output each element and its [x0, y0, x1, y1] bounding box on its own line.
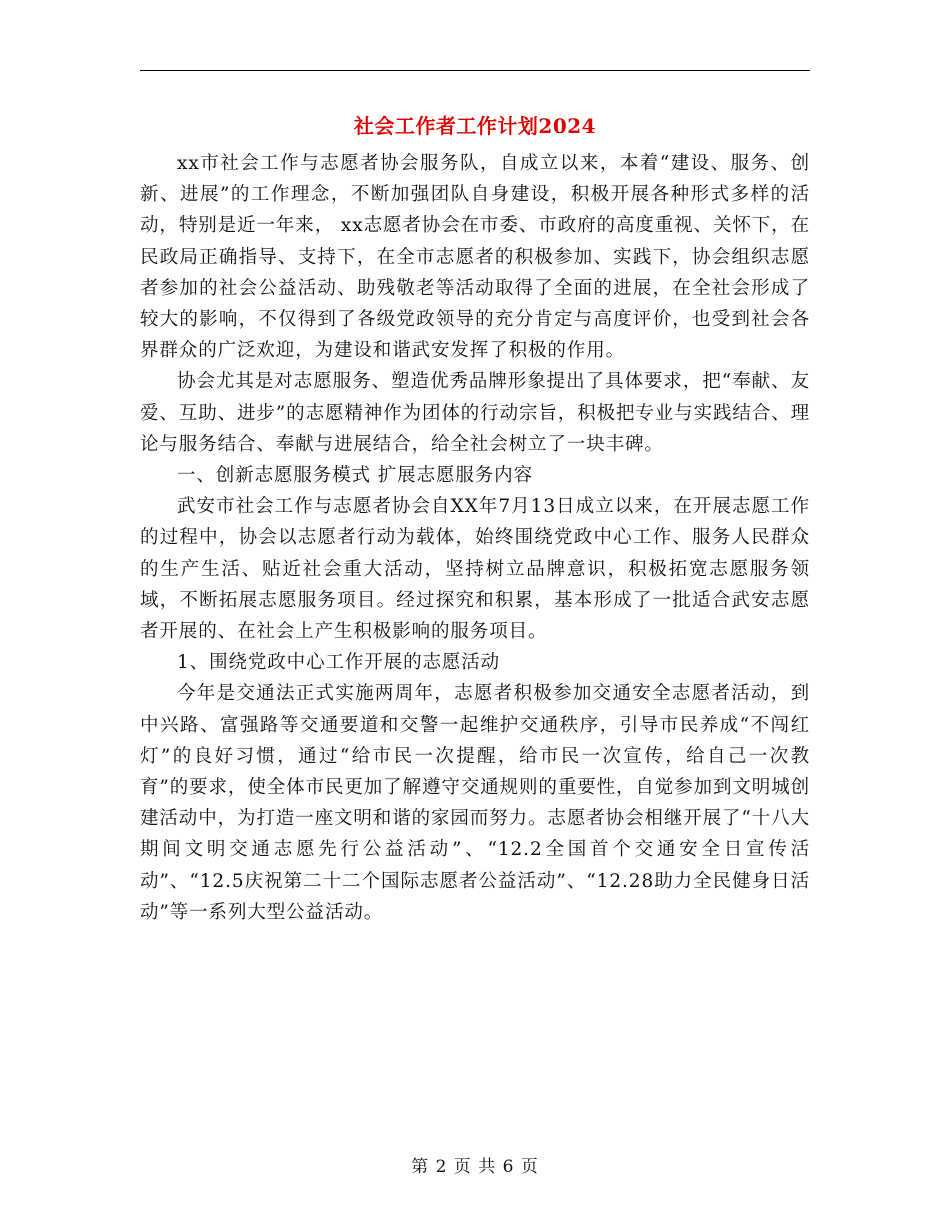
section-heading-1: 一、创新志愿服务模式 扩展志愿服务内容	[177, 465, 533, 487]
subsection-heading-1: 1、围绕党政中心工作开展的志愿活动	[177, 652, 501, 674]
header-rule	[140, 70, 810, 71]
page-number-footer: 第 2 页 共 6 页	[411, 1157, 539, 1177]
paragraph-spirit: 协会尤其是对志愿服务、塑造优秀品牌形象提出了具体要求，把“奉献、友爱、互助、进步”的志愿精神作为团体的行动宗旨，积极把专业与实践结合、理论与服务结合、奉献与进展结合，给全社会树立了一块丰碑。	[140, 371, 810, 455]
paragraph-subsection-1: 今年是交通法正式实施两周年，志愿者积极参加交通安全志愿者活动，到中兴路、富强路等交通要道和交警一起维护交通秩序，引导市民养成“不闯红灯”的良好习惯，通过“给市民一次提醒，给市民一次宣传，给自己一次教育”的要求，使全体市民更加了解遵守交通规则的重要性，自觉参加到文明城创建活动中，为打造一座文明和谐的家园而努力。志愿者协会相继开展了“十八大期间文明交通志愿先行公益活动”、“12.2全国首个交通安全日宣传活动”、“12.5庆祝第二十二个国际志愿者公益活动”、“12.28助力全民健身日活动”等一系列大型公益活动。	[140, 683, 810, 923]
paragraph-intro: xx市社会工作与志愿者协会服务队，自成立以来，本着“建设、服务、创新、进展”的工作理念，不断加强团队自身建设，积极开展各种形式多样的活动，特别是近一年来， xx志愿者协会在市委、市政府的高度重视、关怀下，在民政局正确指导、支持下，在全市志愿者的积极参加、实践下，协会组织志愿者参加的社会公益活动、助残敬老等活动取得了全面的进展，在全社会形成了较大的影响，不仅得到了各级党政领导的充分肯定与高度评价，也受到社会各界群众的广泛欢迎，为建设和谐武安发挥了积极的作用。	[140, 153, 810, 362]
paragraph-section-1: 武安市社会工作与志愿者协会自XX年7月13日成立以来，在开展志愿工作的过程中，协会以志愿者行动为载体，始终围绕党政中心工作、服务人民群众的生产生活、贴近社会重大活动，坚持树立品牌意识，积极拓宽志愿服务领域，不断拓展志愿服务项目。经过探究和积累，基本形成了一批适合武安志愿者开展的、在社会上产生积极影响的服务项目。	[140, 496, 810, 643]
document-title: 社会工作者工作计划2024	[353, 114, 597, 138]
document-body	[140, 148, 810, 928]
